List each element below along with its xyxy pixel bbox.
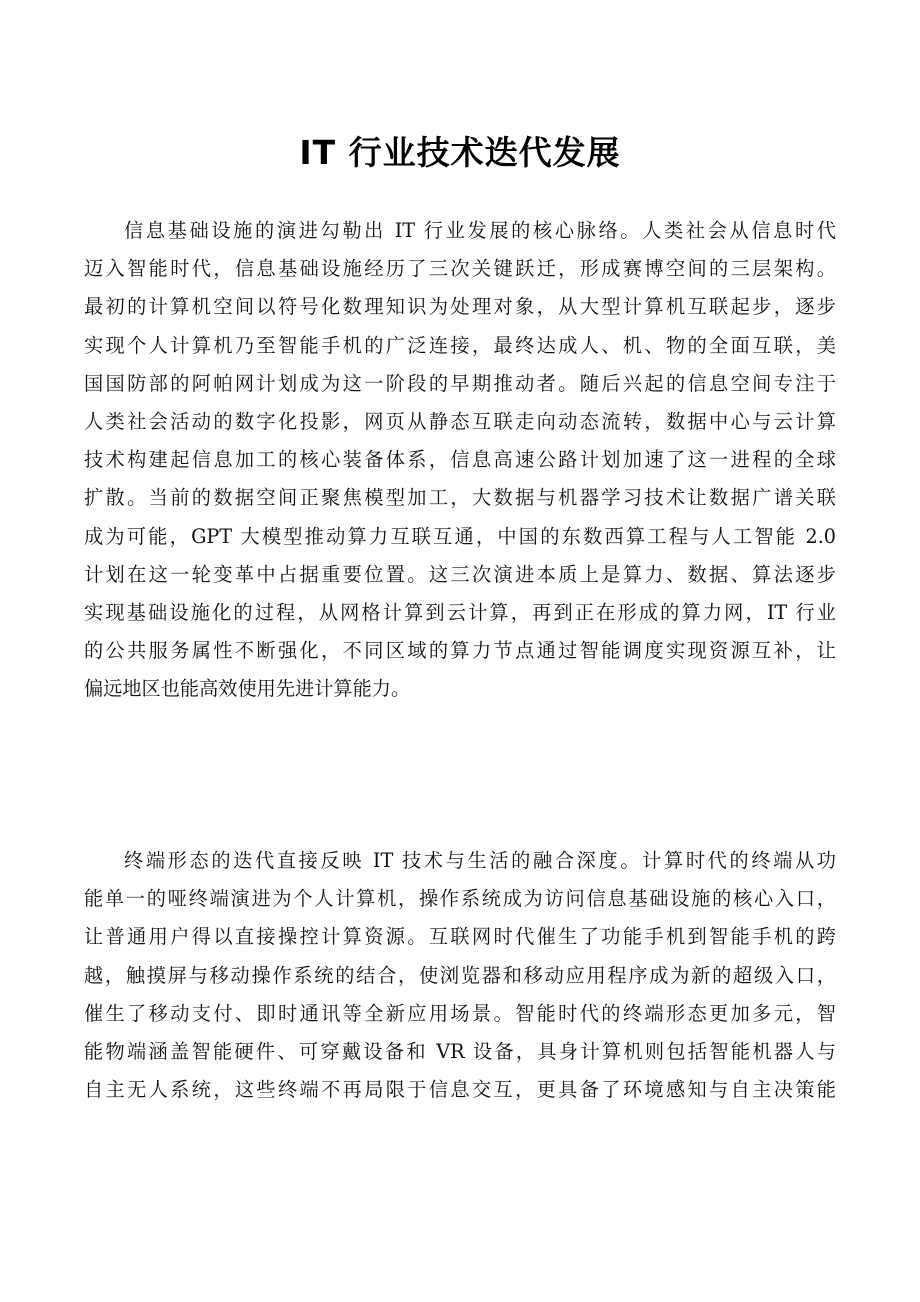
paragraph-line: 计划在这一轮变革中占据重要位置。这三次演进本质上是算力、数据、算法逐步 xyxy=(84,562,836,586)
paragraph-line: 能物端涵盖智能硬件、可穿戴设备和 VR 设备，具身计算机则包括智能机器人与 xyxy=(84,1039,836,1063)
paragraph-line: 偏远地区也能高效使用先进计算能力。 xyxy=(84,677,411,701)
paragraph-line: 成为可能，GPT 大模型推动算力互联互通，中国的东数西算工程与人工智能 2.0 xyxy=(84,524,836,548)
paragraph-line: 实现个人计算机乃至智能手机的广泛连接，最终达成人、机、物的全面互联，美 xyxy=(84,333,836,357)
paragraph-line: 让普通用户得以直接操控计算资源。互联网时代催生了功能手机到智能手机的跨 xyxy=(84,925,836,949)
paragraph-line: 的公共服务属性不断强化，不同区域的算力节点通过智能调度实现资源互补，让 xyxy=(84,639,836,663)
paragraph-line: 最初的计算机空间以符号化数理知识为处理对象，从大型计算机互联起步，逐步 xyxy=(84,295,836,319)
paragraph-line: 技术构建起信息加工的核心装备体系，信息高速公路计划加速了这一进程的全球 xyxy=(84,448,836,472)
paragraph-line: 信息基础设施的演进勾勒出 IT 行业发展的核心脉络。人类社会从信息时代 xyxy=(124,219,836,242)
paragraph-line: 国国防部的阿帕网计划成为这一阶段的早期推动者。随后兴起的信息空间专注于 xyxy=(84,371,836,395)
paragraph-line: 人类社会活动的数字化投影，网页从静态互联走向动态流转，数据中心与云计算 xyxy=(84,409,836,433)
paragraph-line: 迈入智能时代，信息基础设施经历了三次关键跃迁，形成赛博空间的三层架构。 xyxy=(84,257,836,281)
paragraph-line: 能单一的哑终端演进为个人计算机，操作系统成为访问信息基础设施的核心入口， xyxy=(84,887,836,911)
paragraph-line: 终端形态的迭代直接反映 IT 技术与生活的融合深度。计算时代的终端从功 xyxy=(124,849,836,872)
paragraph-line: 越，触摸屏与移动操作系统的结合，使浏览器和移动应用程序成为新的超级入口， xyxy=(84,963,836,987)
paragraph-terminals xyxy=(84,842,836,1109)
document-title: IT 行业技术迭代发展 xyxy=(299,133,621,172)
paragraph-line: 实现基础设施化的过程，从网格计算到云计算，再到正在形成的算力网，IT 行业 xyxy=(84,600,836,624)
paragraph-line: 自主无人系统，这些终端不再局限于信息交互，更具备了环境感知与自主决策能 xyxy=(84,1078,836,1102)
paragraph-line: 扩散。当前的数据空间正聚焦模型加工，大数据与机器学习技术让数据广谱关联 xyxy=(84,486,836,510)
paragraph-line: 催生了移动支付、即时通讯等全新应用场景。智能时代的终端形态更加多元，智 xyxy=(84,1001,836,1025)
paragraph-infrastructure xyxy=(84,212,836,708)
